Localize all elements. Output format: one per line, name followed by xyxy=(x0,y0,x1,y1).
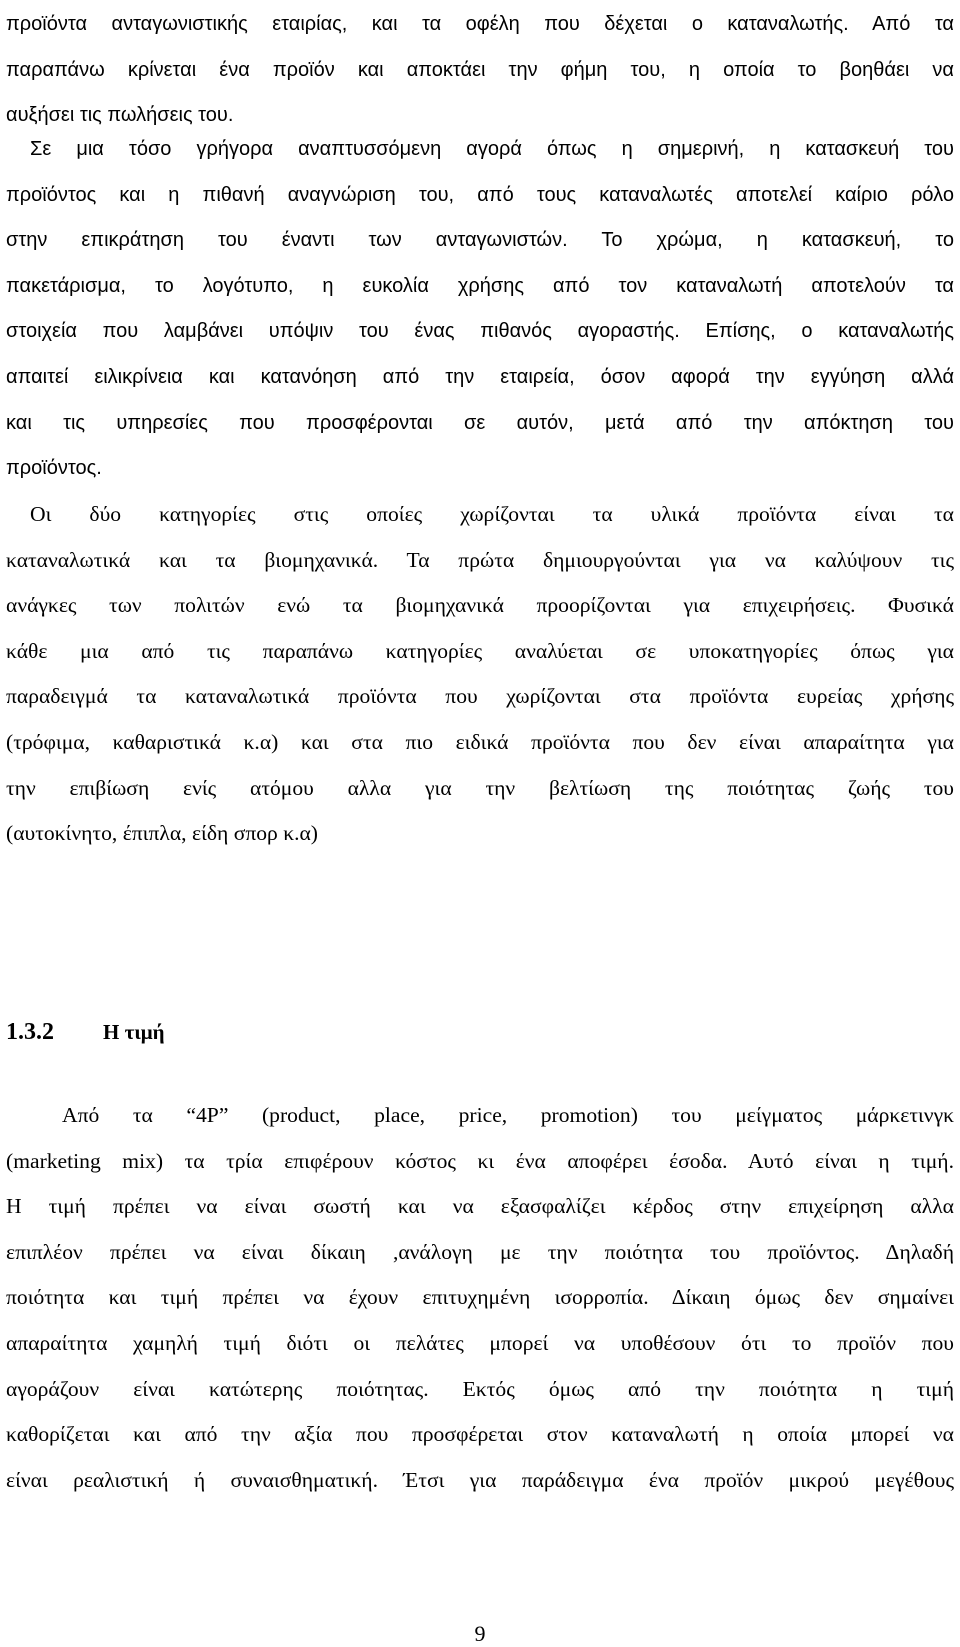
text-line: καταναλωτικά και τα βιομηχανικά. Τα πρώτα δημιουργούνται για να καλύψουν τις xyxy=(6,547,954,572)
text-line: Σε μια τόσο γρήγορα αναπτυσσόμενη αγορά όπως η σημερινή, η κατασκευή του xyxy=(30,138,954,160)
paragraph-categories xyxy=(6,492,954,857)
text-line: στην επικράτηση του έναντι των ανταγωνιστών. Το χρώμα, η κατασκευή, το xyxy=(6,229,954,252)
text-line: κάθε μια από τις παραπάνω κατηγορίες αναλύεται σε υποκατηγορίες όπως για xyxy=(6,638,954,663)
text-line: προϊόντα ανταγωνιστικής εταιρίας, και τα οφέλη που δέχεται ο καταναλωτής. Από τα xyxy=(6,13,954,35)
text-line: παραδειγμά τα καταναλωτικά προϊόντα που χωρίζονται στα προϊόντα ευρείας χρήσης xyxy=(6,684,954,709)
text-line: είναι ρεαλιστική ή συναισθηματική. Έτσι για παράδειγμα ένα προϊόν μικρού μεγέθους xyxy=(6,1467,954,1492)
text-line: Οι δύο κατηγορίες στις οποίες χωρίζονται τα υλικά προϊόντα είναι τα xyxy=(30,502,954,526)
text-line: την επιβίωση ενίς ατόμου αλλα για την βελτίωση της ποιότητας ζωής του xyxy=(6,775,954,800)
text-line: απαιτεί ειλικρίνεια και κατανόηση από την εταιρεία, όσον αφορά την εγγύηση αλλά xyxy=(6,365,954,388)
text-line: ανάγκες των πολιτών ενώ τα βιομηχανικά προορίζονται για επιχειρήσεις. Φυσικά xyxy=(6,593,954,618)
section-number: 1.3.2 xyxy=(6,1019,54,1045)
text-line: (αυτοκίνητο, έπιπλα, είδη σπορ κ.α) xyxy=(6,821,318,846)
text-line: (τρόφιμα, καθαριστικά κ.α) και στα πιο ειδικά προϊόντα που δεν είναι απαραίτητα για xyxy=(6,729,954,754)
section-heading xyxy=(6,1012,165,1052)
text-line: (marketing mix) τα τρία επιφέρουν κόστος κι ένα αποφέρει έσοδα. Αυτό είναι η τιμή. xyxy=(6,1148,954,1173)
text-line: πακετάρισμα, το λογότυπο, η ευκολία χρήσης από τον καταναλωτή αποτελούν τα xyxy=(6,274,954,297)
text-line: αυξήσει τις πωλήσεις του. xyxy=(6,104,234,127)
intro-paragraph xyxy=(6,2,954,139)
page-number: 9 xyxy=(474,1621,486,1646)
text-line: Η τιμή πρέπει να είναι σωστή και να εξασφαλίζει κέρδος στην επιχείρηση αλλα xyxy=(6,1194,954,1219)
text-line: προϊόντος και η πιθανή αναγνώριση του, από τους καταναλωτές αποτελεί καίριο ρόλο xyxy=(6,183,954,206)
paragraph-market xyxy=(6,127,954,492)
section-title: Η τιμή xyxy=(103,1020,165,1044)
paragraph-price xyxy=(6,1093,954,1503)
text-line: παραπάνω κρίνεται ένα προϊόν και αποκτάει την φήμη του, η οποία το βοηθάει να xyxy=(6,58,954,81)
text-line: αγοράζουν είναι κατώτερης ποιότητας. Εκτός όμως από την ποιότητα η τιμή xyxy=(6,1376,954,1401)
text-line: Από τα “4P” (product, place, price, promotion) του μείγματος μάρκετινγκ xyxy=(62,1103,954,1127)
text-line: στοιχεία που λαμβάνει υπόψιν του ένας πιθανός αγοραστής. Επίσης, ο καταναλωτής xyxy=(6,320,954,343)
text-line: ποιότητα και τιμή πρέπει να έχουν επιτυχημένη ισορροπία. Δίκαιη όμως δεν σημαίνει xyxy=(6,1285,954,1310)
text-line: και τις υπηρεσίες που προσφέρονται σε αυτόν, μετά από την απόκτηση του xyxy=(6,411,954,434)
text-line: καθορίζεται και από την αξία που προσφέρεται στον καταναλωτή η οποία μπορεί να xyxy=(6,1422,954,1447)
text-line: επιπλέον πρέπει να είναι δίκαιη ,ανάλογη με την ποιότητα του προϊόντος. Δηλαδή xyxy=(6,1239,954,1264)
text-line: απαραίτητα χαμηλή τιμή διότι οι πελάτες μπορεί να υποθέσουν ότι το προϊόν που xyxy=(6,1330,954,1355)
text-line: προϊόντος. xyxy=(6,457,102,480)
